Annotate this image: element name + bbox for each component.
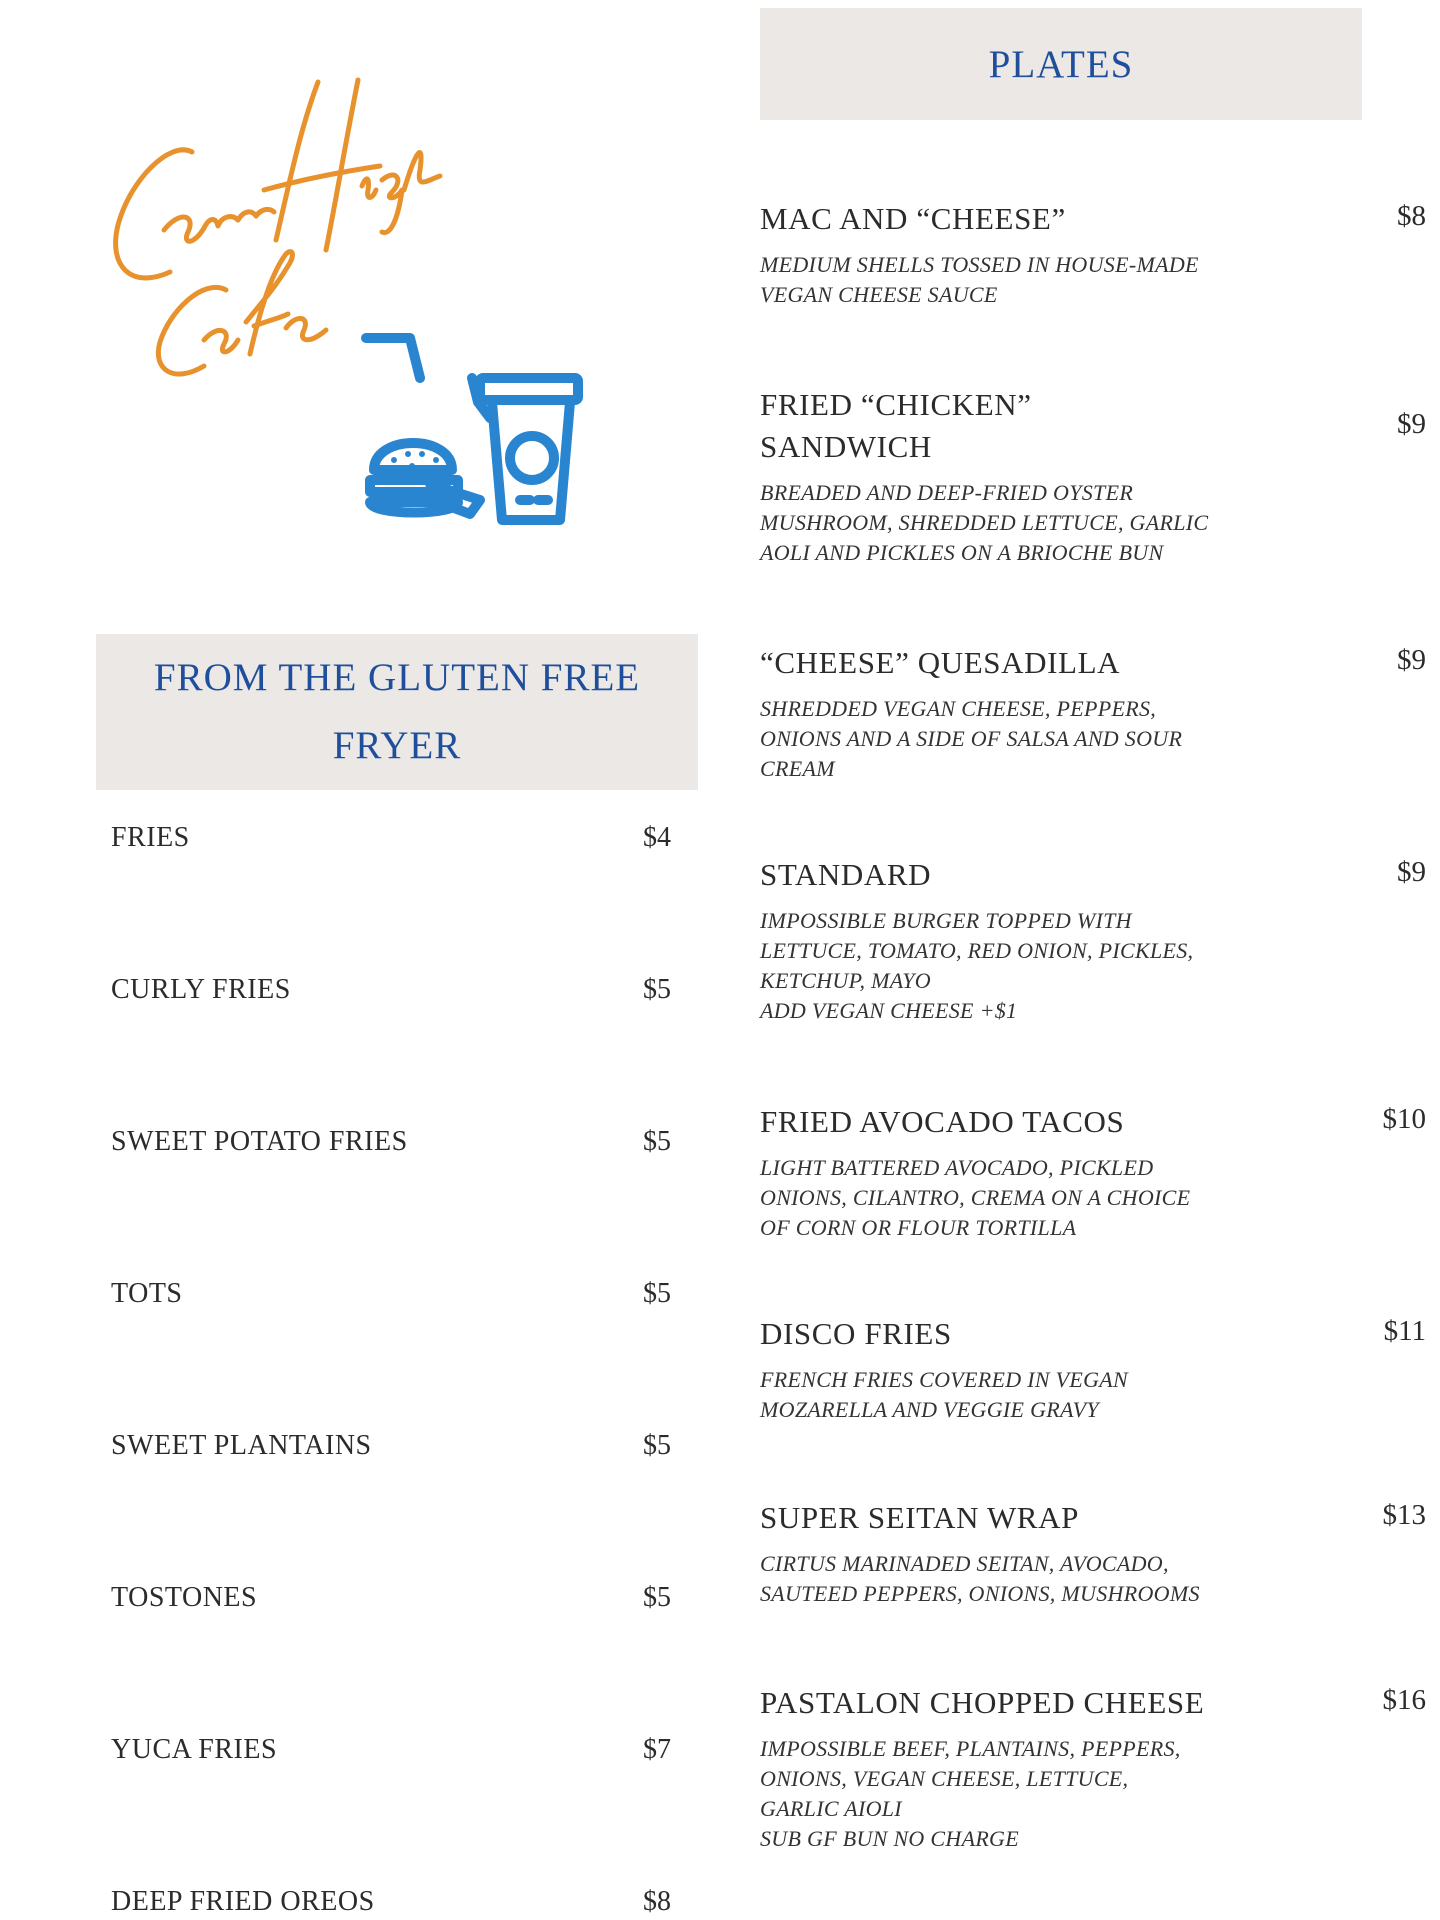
plate-item — [760, 1497, 1426, 1609]
plate-title: FRIED AVOCADO TACOS — [760, 1104, 1125, 1139]
plate-title: DISCO FRIES — [760, 1316, 952, 1351]
plate-description: MEDIUM SHELLS TOSSED IN HOUSE-MADE VEGAN CHEESE SAUCE — [760, 252, 1199, 307]
plate-price: $9 — [1397, 408, 1426, 440]
fryer-item-price: $5 — [643, 974, 671, 1005]
plate-item — [760, 384, 1426, 568]
plate-title: SUPER SEITAN WRAP — [760, 1500, 1079, 1535]
plates-section-header — [760, 8, 1362, 120]
plate-title: PASTALON CHOPPED CHEESE — [760, 1685, 1205, 1720]
plate-price: $8 — [1397, 200, 1426, 232]
plate-item — [760, 1313, 1426, 1425]
plate-item — [760, 1682, 1426, 1854]
fryer-item-price: $5 — [643, 1430, 671, 1461]
fryer-item-name: TOSTONES — [111, 1582, 258, 1613]
fryer-item-price: $8 — [643, 1886, 671, 1917]
burger-and-drink-icon — [360, 330, 590, 540]
plate-item — [760, 642, 1426, 784]
plate-item — [760, 854, 1426, 1026]
plate-price: $16 — [1382, 1684, 1426, 1716]
fryer-item-price: $5 — [643, 1582, 671, 1613]
plate-title: FRIED “CHICKEN” SANDWICH — [760, 387, 1032, 464]
fryer-item-name: TOTS — [111, 1278, 183, 1309]
plate-price: $9 — [1397, 856, 1426, 888]
plate-description: IMPOSSIBLE BEEF, PLANTAINS, PEPPERS, ONIONS, VEGAN CHEESE, LETTUCE, GARLIC AIOLI SUB GF BUN NO CHARGE — [760, 1736, 1181, 1851]
fryer-item-name: CURLY FRIES — [111, 974, 291, 1005]
fryer-item-name: FRIES — [111, 822, 190, 853]
fryer-item-name: SWEET PLANTAINS — [111, 1430, 372, 1461]
fryer-item-price: $4 — [643, 822, 671, 853]
plate-description: CIRTUS MARINADED SEITAN, AVOCADO, SAUTEED PEPPERS, ONIONS, MUSHROOMS — [760, 1551, 1200, 1606]
fryer-section-header — [96, 634, 698, 790]
fryer-item-name: DEEP FRIED OREOS — [111, 1886, 375, 1917]
fryer-heading-line2: FRYER — [332, 724, 462, 767]
plate-item — [760, 1101, 1426, 1243]
plate-title: MAC AND “CHEESE” — [760, 201, 1066, 236]
fryer-item-name: SWEET POTATO FRIES — [111, 1126, 408, 1157]
plate-title: “CHEESE” QUESADILLA — [760, 645, 1121, 680]
plate-price: $10 — [1382, 1103, 1426, 1135]
plates-heading: PLATES — [988, 42, 1134, 86]
plate-description: IMPOSSIBLE BURGER TOPPED WITH LETTUCE, TOMATO, RED ONION, PICKLES, KETCHUP, MAYO ADD VEGAN CHEESE +$1 — [760, 908, 1194, 1023]
fryer-item-price: $7 — [643, 1734, 671, 1765]
plate-price: $9 — [1397, 644, 1426, 676]
plate-title: STANDARD — [760, 857, 932, 892]
plate-item — [760, 198, 1426, 310]
fryer-heading-line1: FROM THE GLUTEN FREE — [153, 656, 641, 699]
fryer-item-name: YUCA FRIES — [111, 1734, 278, 1765]
plate-description: SHREDDED VEGAN CHEESE, PEPPERS, ONIONS AND A SIDE OF SALSA AND SOUR CREAM — [760, 696, 1183, 781]
plate-price: $11 — [1383, 1315, 1426, 1347]
fryer-item-price: $5 — [643, 1278, 671, 1309]
fryer-item-price: $5 — [643, 1126, 671, 1157]
plate-price: $13 — [1382, 1499, 1426, 1531]
plate-description: FRENCH FRIES COVERED IN VEGAN MOZARELLA AND VEGGIE GRAVY — [760, 1367, 1128, 1422]
plate-description: BREADED AND DEEP-FRIED OYSTER MUSHROOM, SHREDDED LETTUCE, GARLIC AOLI AND PICKLES ON A BRIOCHE BUN — [760, 480, 1209, 565]
plate-description: LIGHT BATTERED AVOCADO, PICKLED ONIONS, CILANTRO, CREMA ON A CHOICE OF CORN OR FLOUR TORTILLA — [760, 1155, 1191, 1240]
